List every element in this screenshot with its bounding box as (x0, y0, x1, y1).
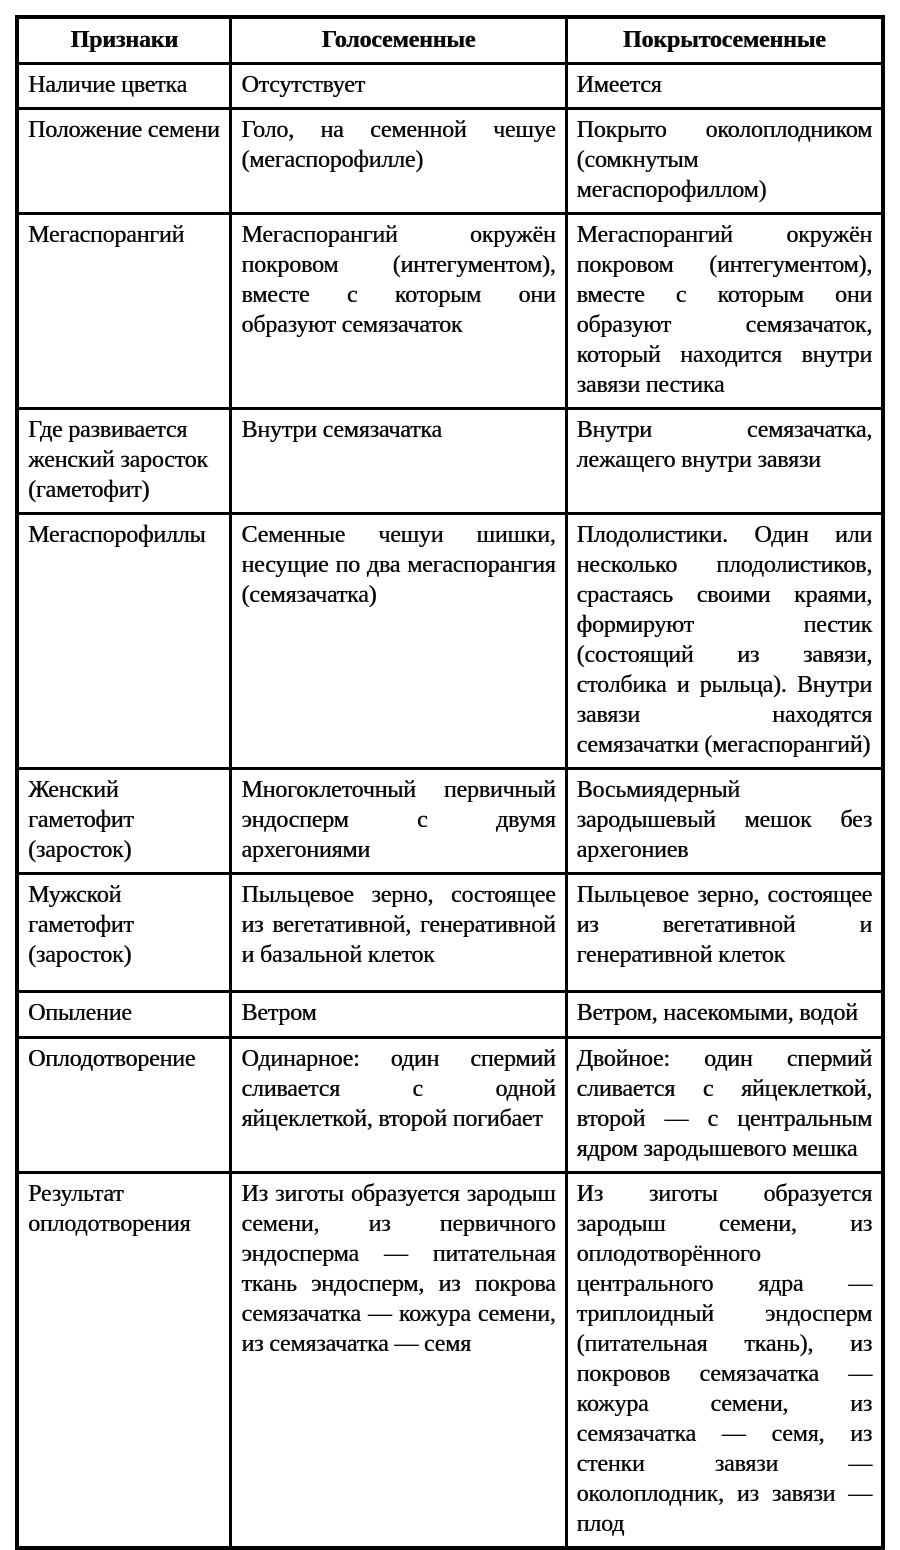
cell-gymnosperms: Ветром (231, 991, 566, 1037)
cell-feature: Результат оплодотворения (17, 1172, 231, 1548)
cell-gymnosperms: Одинарное: один спермий сливается с одной яйцеклеткой, второй погибает (231, 1037, 566, 1172)
cell-gymnosperms: Отсутствует (231, 63, 566, 108)
cell-angiosperms: Восьмиядерный зародышевый мешок без архегониев (566, 768, 883, 873)
table-row (17, 513, 883, 768)
cell-gymnosperms: Пыльцевое зерно, состоящее из вегетативной, генеративной и базальной клеток (231, 873, 566, 991)
cell-feature: Женский гаметофит (заросток) (17, 768, 231, 873)
column-header-features: Признаки (17, 17, 231, 63)
cell-gymnosperms: Многоклеточный первичный эндосперм с двумя архегониями (231, 768, 566, 873)
cell-feature: Мужской гаметофит (заросток) (17, 873, 231, 991)
table-row (17, 1037, 883, 1172)
cell-gymnosperms: Голо, на семенной чешуе (мегаспорофилле) (231, 108, 566, 213)
cell-angiosperms: Пыльцевое зерно, состоящее из вегетативной и генеративной клеток (566, 873, 883, 991)
column-header-angiosperms: Покрытосеменные (566, 17, 883, 63)
cell-angiosperms: Покрыто околоплодником (сомкнутым мегаспорофиллом) (566, 108, 883, 213)
cell-feature: Мегаспорангий (17, 213, 231, 408)
cell-angiosperms: Из зиготы образуется зародыш семени, из оплодотворённого центрального ядра — триплоидный эндосперм (питательная ткань), из покровов семязачатка — кожура семени, из семязачатка — семя, из стенки завязи — околоплодник, из завязи — плод (566, 1172, 883, 1548)
comparison-table (15, 15, 885, 1550)
table-row (17, 768, 883, 873)
cell-gymnosperms: Семенные чешуи шишки, несущие по два мегаспорангия (семязачатка) (231, 513, 566, 768)
table-row (17, 63, 883, 108)
table-row (17, 213, 883, 408)
cell-angiosperms: Ветром, насекомыми, водой (566, 991, 883, 1037)
cell-angiosperms: Внутри семязачатка, лежащего внутри завязи (566, 408, 883, 513)
table-row (17, 408, 883, 513)
table-row (17, 1172, 883, 1548)
cell-feature: Положение семени (17, 108, 231, 213)
cell-feature: Наличие цветка (17, 63, 231, 108)
cell-feature: Опыление (17, 991, 231, 1037)
cell-gymnosperms: Мегаспорангий окружён покровом (интегументом), вместе с которым они образуют семязачаток (231, 213, 566, 408)
table-row (17, 991, 883, 1037)
table-row (17, 873, 883, 991)
cell-feature: Мегаспорофиллы (17, 513, 231, 768)
cell-gymnosperms: Из зиготы образуется зародыш семени, из первичного эндосперма — питательная ткань эндосперм, из покрова семязачатка — кожура семени, из семязачатка — семя (231, 1172, 566, 1548)
cell-feature: Оплодотворение (17, 1037, 231, 1172)
table-row (17, 108, 883, 213)
cell-angiosperms: Имеется (566, 63, 883, 108)
cell-angiosperms: Мегаспорангий окружён покровом (интегументом), вместе с которым они образуют семязачаток, который находится внутри завязи пестика (566, 213, 883, 408)
cell-feature: Где развивается женский заросток (гаметофит) (17, 408, 231, 513)
cell-gymnosperms: Внутри семязачатка (231, 408, 566, 513)
column-header-gymnosperms: Голосеменные (231, 17, 566, 63)
cell-angiosperms: Двойное: один спермий сливается с яйцеклеткой, второй — с центральным ядром зародышевого мешка (566, 1037, 883, 1172)
cell-angiosperms: Плодолистики. Один или несколько плодолистиков, срастаясь своими краями, формируют пестик (состоящий из завязи, столбика и рыльца). Внутри завязи находятся семязачатки (мегаспорангий) (566, 513, 883, 768)
header-row (17, 17, 883, 63)
